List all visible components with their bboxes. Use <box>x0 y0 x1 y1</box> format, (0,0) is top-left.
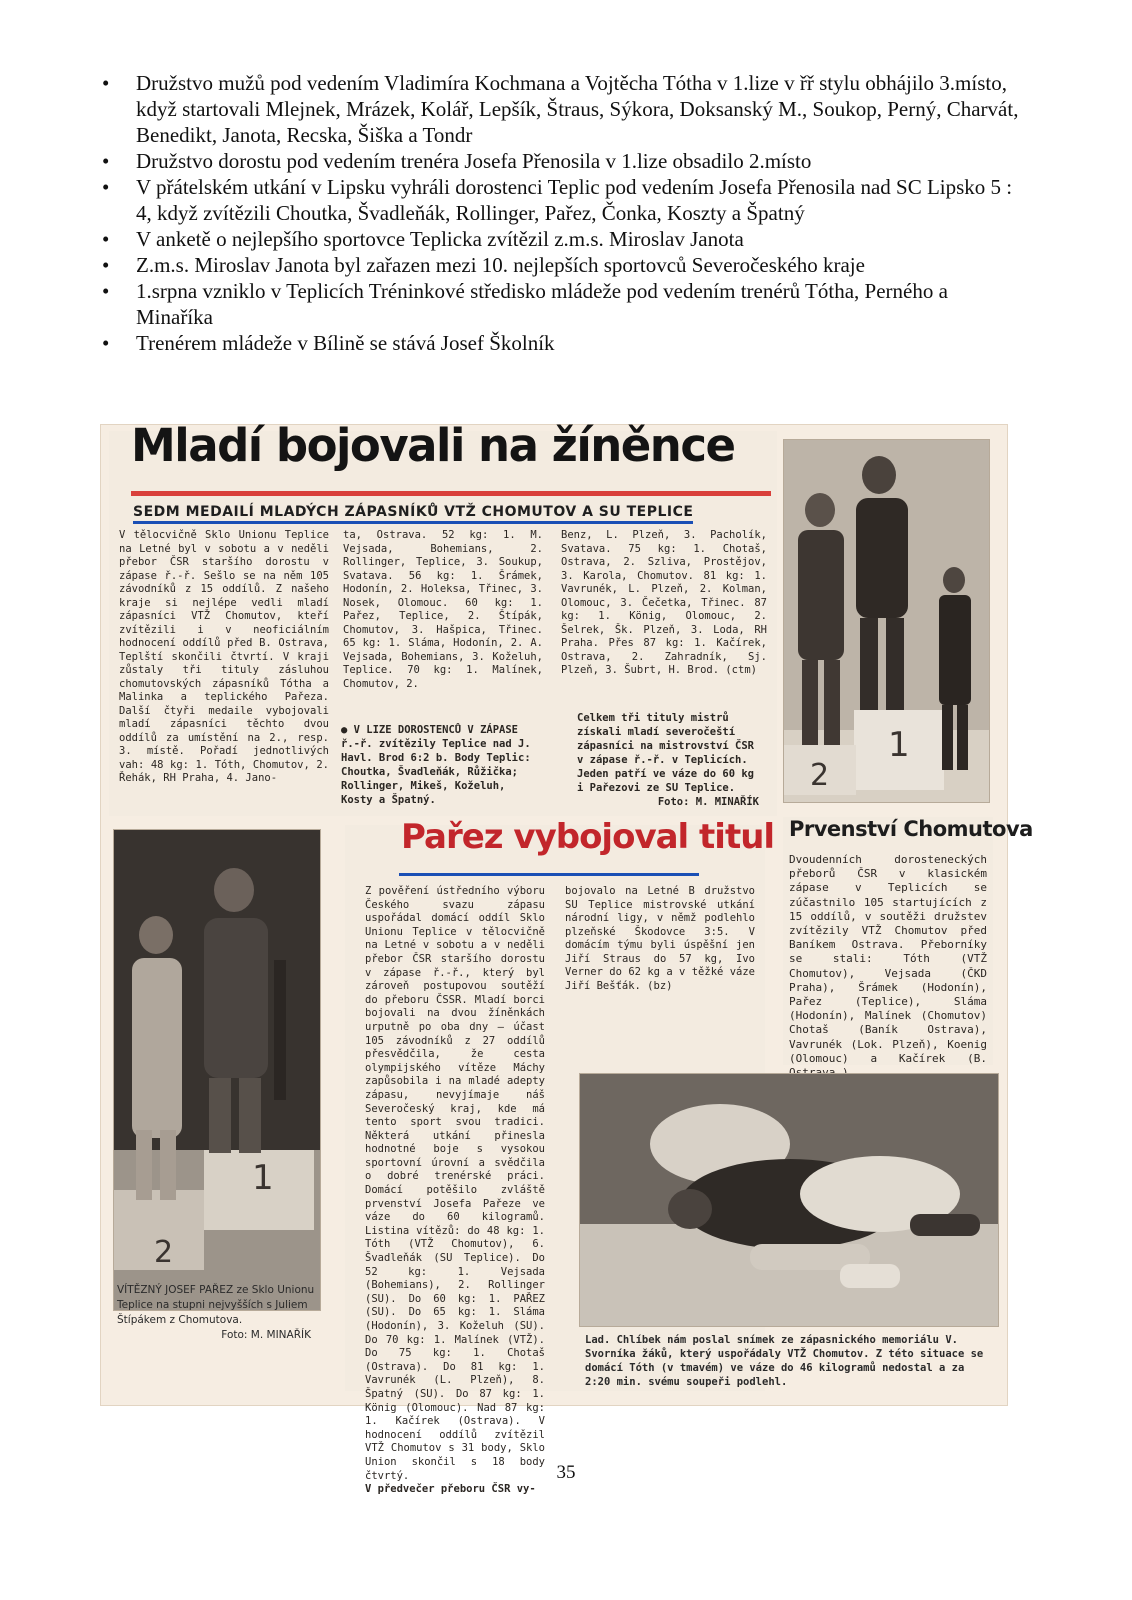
podium-photo-1 <box>783 439 990 803</box>
bullet-text: Družstvo dorostu pod vedením trenéra Josefa Přenosila v 1.lize obsadilo 2.místo <box>136 149 812 173</box>
podium-2-first-label: 1 <box>252 1158 274 1198</box>
bullet-list <box>100 70 1030 356</box>
bullet-dot: • <box>102 253 110 277</box>
bullet-dot: • <box>102 227 110 251</box>
bullet-dot: • <box>102 149 110 173</box>
clip1-headline: Mladí bojovali na žíněnce <box>131 419 735 472</box>
clip2-column-1 <box>365 885 545 1497</box>
page-number: 35 <box>556 1462 576 1483</box>
clip2-headline-underline <box>399 873 699 876</box>
bullet-item <box>100 226 1030 252</box>
clip3-body: Dvoudenních dorosteneckých přeborů ČSR v klasickém zápase v Teplicích se zúčastnilo 105 startujících z 15 oddílů, v soutěži družstev zvítězily VTŽ Chomutov před Baníkem Ostrava. Přeborníky se stali: Tóth (VTŽ Chomutov), Vejsada (ČKD Praha), Šrámek (Hodonín), Pařez (Teplice), Sláma (Hodonín), Malínek (Chomutov) Chotaš (Baník Ostrava), Vavrunék (Lok. Plzeň), Koenig (Olomouc) a Kačírek (B. <box>789 853 987 1065</box>
clip4-caption: Lad. Chlíbek nám poslal snímek ze zápasnického memoriálu V. Svorníka žáků, který uspořádaly VTŽ Chomutov. Z této situace se domácí Tóth (v tmavém) ve váze do 46 kilogramů nedostal a za 2:20 min. svému soupeři podlehl. <box>585 1334 984 1388</box>
clip1-liga-box: ● V LIZE DOROSTENCŮ V ZÁPASE ř.-ř. zvítězily Teplice nad J. Havl. Brod 6:2 b. Body Teplic: Choutka, Švadleňák, Růžička; Rollinger, Mikeš, Koželuh, Kosty a Špatný. <box>341 724 531 806</box>
bullet-text: Z.m.s. Miroslav Janota byl zařazen mezi 10. nejlepších sportovců Severočeského kraje <box>136 253 865 277</box>
clip1-column-2: ta, Ostrava. 52 kg: 1. M. Vejsada, Bohemians, 2. Rollinger, Teplice, 3. Soukup, Svatava. 56 kg: 1. Šrámek, Hodonín, 2. Holeksa, Třinec, 3. Nosek, Olomouc. 60 kg: 1. Pařez, Teplice, 2. Štípák, Chomutov, 3. Hašpica, Třinec. 65 kg: 1. Sláma, Hodonín, 2. A. Vejsada, Bohemians, 3. Koželuh, Teplice. 70 kg: 1. Malínek, Chomutov, 2. <box>343 529 543 690</box>
clip2-photo-credit: Foto: M. MINAŘÍK <box>221 1329 311 1341</box>
bullet-item <box>100 174 1030 226</box>
bullet-text: Trenérem mládeže v Bílině se stává Josef Školník <box>136 331 555 355</box>
podium-2-second-label: 2 <box>154 1235 174 1270</box>
bullet-item <box>100 252 1030 278</box>
clip1-column-3: Benz, L. Plzeň, 3. Pacholík, Svatava. 75 kg: 1. Chotaš, Ostrava, 2. Szliva, Prostějov, 3. Karola, Chomutov. 81 kg: 1. Vavrunék, L. Plzeň, 2. Kolman, Olomouc, 3. Čečetka, Třinec. 87 kg: 1. König, Olomouc, 2. Šelrek, Šk. Plzeň, 3. Loda, RH Praha. Přes 87 kg: 1. Kačírek, Ostrava, 2. Zahradník, Sj. Plzeň, 3. Šubrt, H. Brod. (ctm) <box>561 529 767 676</box>
clip3-headline: Prvenství Chomutova <box>789 817 1033 841</box>
bullet-text: V anketě o nejlepšího sportovce Teplicka zvítězil z.m.s. Miroslav Janota <box>136 227 744 251</box>
bullet-item <box>100 148 1030 174</box>
clip-mladi-bojovali <box>109 419 777 816</box>
clip1-photo-credit: Foto: M. MINAŘÍK <box>657 796 759 808</box>
bullet-dot: • <box>102 71 110 95</box>
clip2-column-2: bojovalo na Letné B družstvo SU Teplice mistrovské utkání národní ligy, v němž podlehlo plzeňské Škodovce 3:5. V domácím týmu byli úspěšní jen Jiří Straus do 57 kg, Ivo Verner do 62 kg a v těžké váze Jiří Bešťák. (bz) <box>565 885 755 992</box>
podium-photo-1-drawing <box>784 440 989 802</box>
bullet-dot: • <box>102 175 110 199</box>
podium-photo-2 <box>113 829 321 1311</box>
clip1-column-1: V tělocvičně Sklo Unionu Teplice na Letné byl v sobotu a v neděli přebor ČSR staršího dorostu v zápase ř.-ř. Sešlo se na něm 105 závodníků z 15 oddílů. Z našeho kraje si nejlépe vedli mladí zápasníci VTŽ Chomutov, kteří zvítězili i v neoficiálním hodnocení oddílů před B. Ostrava, Teplští skončili čtvrtí. V kraji zůstaly tři tituly zásluhou chomutovských zápasníků Tótha a Malinka a teplického Pařeza. Další čtyři medaile vybojovali mladí zápasníci těchto dvou oddílů za umístění na 2., resp. 3. místě. Pořadí jednotlivých vah: 48 kg: 1. Tóth, Chomutov, 2. Řehák, RH Praha, 4. Jano- <box>119 529 329 784</box>
podium-1-first-label: 1 <box>888 725 910 765</box>
bullet-item <box>100 70 1030 148</box>
bullet-item <box>100 278 1030 330</box>
bullet-dot: • <box>102 331 110 355</box>
bullet-text: Družstvo mužů pod vedením Vladimíra Kochmana a Vojtěcha Tótha v 1.lize v řř stylu obhájilo 3.místo, když startovali Mlejnek, Mrázek, Kolář, Lepšík, Štraus, Sýkora, Doksanský M., Soukop, Perný, Charvát, Benedikt, Janota, Recska, Šiška a Tondr <box>136 71 1019 147</box>
podium-1-second-label: 2 <box>810 758 830 793</box>
bullet-text: 1.srpna vzniklo v Teplicích Tréninkové středisko mládeže pod vedením trenérů Tótha, Perného a Minaříka <box>136 279 948 329</box>
podium-photo-2-drawing <box>114 830 320 1310</box>
wrestling-photo-drawing <box>580 1074 998 1326</box>
bullet-dot: • <box>102 279 110 303</box>
newspaper-collage <box>100 419 1033 1496</box>
clip1-summary: Celkem tři tituly mistrů získali mladí severočeští zápasníci na mistrovství ČSR v zápase ř.-ř. v Teplicích. Jeden patří ve váze do 60 kg i Pařezovi ze SU Teplice. <box>577 712 755 794</box>
clip-prvenstvi-chomutova <box>783 817 1033 1065</box>
bullet-item <box>100 330 1030 356</box>
wrestling-photo <box>579 1073 999 1327</box>
clip1-subheadline: SEDM MEDAILÍ MLADÝCH ZÁPASNÍKŮ VTŽ CHOMUTOV A SU TEPLICE <box>133 506 693 524</box>
clip1-summary-box <box>577 711 765 809</box>
clip2-photo-caption <box>117 1283 317 1343</box>
bullet-text: V přátelském utkání v Lipsku vyhráli dorostenci Teplic pod vedením Josefa Přenosila nad SC Lipsko 5 : 4, když zvítězili Choutka, Švadleňák, Rollinger, Pařez, Čonka, Koszty a Špatný <box>136 175 1013 225</box>
clip2-column-1-text: Z pověření ústředního výboru Českého svazu zápasu uspořádal domácí oddíl Sklo Unionu Teplice v tělocvičně na Letné v sobotu a v neděli přebor ČSR staršího dorostu v zápase ř.-ř., který byl zároveň postupovou soutěží do přeboru ČSSR. Mladí borci bojovali na dvou žíněnkách urputně po oba dny — účast 105 závodníků z 27 oddílů přesvědčila, že cesta olympijského vítěze Máchy zapůsobila i na mladé adepty zápasu, nevyjímaje náš Severočeský kraj, kde má tento sport svou tradici. Některá utkání přinesla hodnotné boje s vysokou sportovní úrovní a svědčila o dobré trenérské práci. Domácí potěšilo zvláště prvenství Josefa Pařeze ve váze do 60 kilogramů. Listina vítězů: do 48 kg: 1. Tóth (VTŽ Chomutov), 6. Švadleňák (SU Teplice). Do 52 kg: 1. Vejsada (Bohemians), 2. Rollinger (SU). Do 60 kg: 1. PAŘEZ (SU). Do 65 kg: 1. Sláma (Hodonín), 3. Koželuh (SU). Do 70 kg: 1. Malínek (VTŽ). Do 75 kg: 1. Chotaš (Ostrava). Do 81 kg: 1. Vavrunék (L. Plzeň), 8. Špatný (SU). Do 87 kg: 1. König (Olomouc). Nad 87 kg: 1. Kačírek (Ostrava). V hodnocení oddílů zvítězil VTŽ Chomutov s 31 body, Sklo Union skončil s 18 body čtvrtý. <box>365 885 545 1482</box>
clip2-headline: Pařez vybojoval titul <box>401 817 775 857</box>
headline-underline <box>131 491 771 496</box>
clip2-column-1-end: V předvečer přeboru ČSR vy- <box>365 1483 536 1496</box>
clip2-photo-caption-text: VÍTĚZNÝ JOSEF PAŘEZ ze Sklo Unionu Teplice na stupni nejvyšších s Juliem Štípákem z Chomutova. <box>117 1284 315 1326</box>
